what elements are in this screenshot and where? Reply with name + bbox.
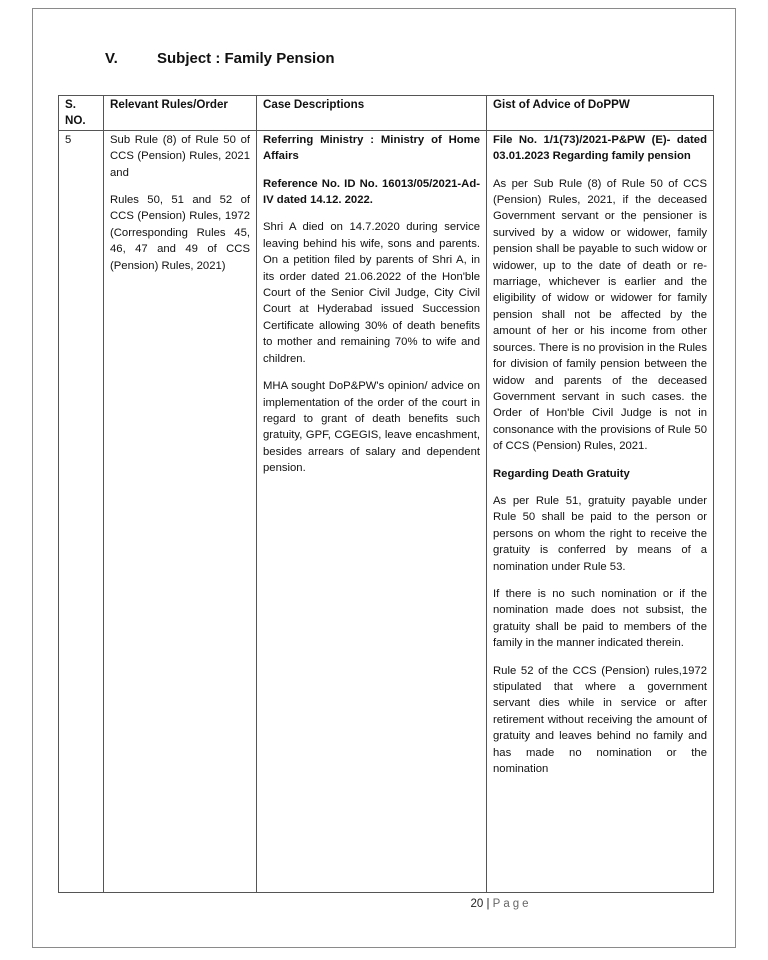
rules-text-1: Sub Rule (8) of Rule 50 of CCS (Pension) Rules, 2021 and xyxy=(110,133,250,179)
page-separator: | xyxy=(486,898,490,910)
cell-sno: 5 xyxy=(59,130,104,892)
section-title: Subject : Family Pension xyxy=(157,50,335,67)
case-reference: Reference No. ID No. 16013/05/2021-Ad-IV dated 14.12. 2022. xyxy=(263,177,480,207)
cell-advice xyxy=(487,130,714,892)
cell-rules xyxy=(104,130,257,892)
advice-para-1: As per Sub Rule (8) of Rule 50 of CCS (Pension) Rules, 2021, if the deceased Government servant or the pensioner is survived by a widow or widower, family pension shall be payable to such widow or widower, up to the date of death or re-marriage, whichever is earlier and the eligibility of widow or widower for family pension shall not be affected by the amount of her or his income from other sources. There is no provision in the Rules for division of family pension between the widow and parents of the deceased Government servant in such cases. the Order of Hon'ble Civil Judge is not in consonance with the provisions of Rule 50 of CCS (Pension) Rules, 2021. xyxy=(493,177,707,453)
case-para-2: MHA sought DoP&PW's opinion/ advice on implementation of the order of the court in regard to grant of death benefits such gratuity, GPF, CGEGIS, leave encashment, besides arrears of salary and dependent pension. xyxy=(263,380,480,475)
advice-para-3: If there is no such nomination or if the nomination made does not subsist, the gratuity shall be paid to members of the family in the manner indicated therein. xyxy=(493,587,707,650)
rules-text-2: Rules 50, 51 and 52 of CCS (Pension) Rules, 1972 (Corresponding Rules 45, 46, 47 and 49 of CCS (Pension) Rules, 2021) xyxy=(110,194,250,272)
case-para-1: Shri A died on 14.7.2020 during service leaving behind his wife, sons and parents. On a petition filed by parents of Shri A, in its order dated 21.06.2022 of the Hon'ble Court of the Senior Civil Judge, City Civil Court at Hyderabad issued Succession Certificate allowing 30% of death benefits to mother and remaining 70% to wife and children. xyxy=(263,221,480,365)
page-footer xyxy=(0,898,768,910)
page-number: 20 xyxy=(470,898,484,910)
advice-para-2: As per Rule 51, gratuity payable under Rule 50 shall be paid to the person or persons on whom the right to receive the gratuity is conferred by means of a nomination under Rule 53. xyxy=(493,494,707,573)
header-case: Case Descriptions xyxy=(257,96,487,131)
advice-gratuity-heading: Regarding Death Gratuity xyxy=(493,467,630,480)
case-ministry: Referring Ministry : Ministry of Home Affairs xyxy=(263,133,480,163)
table-row xyxy=(59,130,714,892)
section-heading xyxy=(105,50,335,67)
header-sno: S. NO. xyxy=(59,96,104,131)
advice-table xyxy=(58,95,714,893)
advice-file: File No. 1/1(73)/2021-P&PW (E)- dated 03.01.2023 Regarding family pension xyxy=(493,133,707,163)
header-rules: Relevant Rules/Order xyxy=(104,96,257,131)
page-label: Page xyxy=(492,898,532,910)
advice-para-4: Rule 52 of the CCS (Pension) rules,1972 stipulated that where a government servant dies while in service or after retirement without receiving the amount of gratuity and leaves behind no family and has made no nomination or the nomination xyxy=(493,664,707,776)
header-advice: Gist of Advice of DoPPW xyxy=(487,96,714,131)
cell-case xyxy=(257,130,487,892)
table-header-row xyxy=(59,96,714,131)
section-number: V. xyxy=(105,50,118,67)
